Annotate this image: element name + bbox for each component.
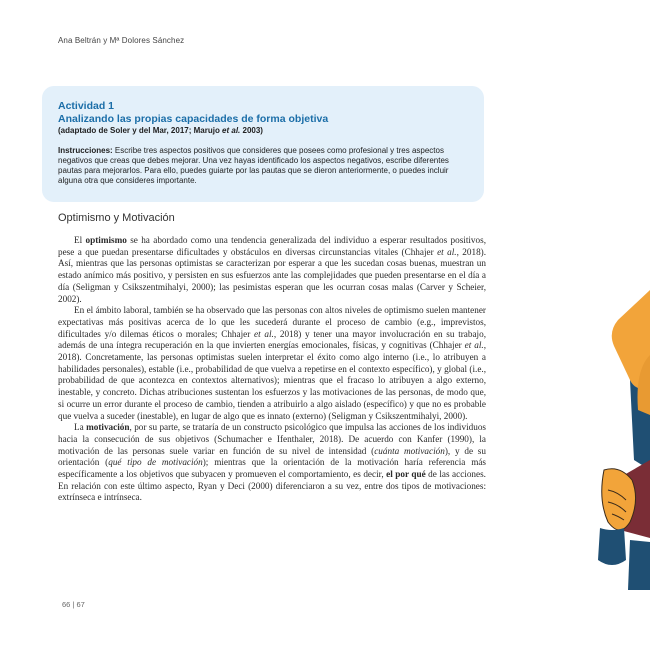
section-heading: Optimismo y Motivación [58, 212, 175, 224]
instructions-text: Escribe tres aspectos positivos que consideres que posees como profesional y tres aspectos negativos que creas que debes mejorar. Una vez hayas identificado los aspectos negativos, escribe diferentes pautas para mejorarlos. Para ello, puedes guiarte por las pautas que se dieron anteriormente, o puedes incluir alguna otra que consideres importante. [58, 146, 449, 185]
text: , 2018) y tener una mayor involucración en su trabajo, además de una íntegra recuperación en la que invierten energías emocionales, físicas, y cognitivas (Chhajer [58, 328, 486, 351]
illustration-svg [590, 260, 650, 590]
paragraph-laboral [58, 305, 486, 422]
italic-phrase: qué tipo de motivación [108, 457, 203, 468]
text: La [74, 422, 87, 433]
term-por-que: el por qué [386, 469, 426, 480]
activity-label: Actividad 1 [58, 100, 115, 112]
term-optimismo: optimismo [85, 235, 127, 245]
lower-body-shape [628, 540, 650, 590]
text: se ha abordado como una tendencia generalizada del individuo a esperar resultados positivos, pese a que puedan presentarse dificultades y obstáculos en diversas circunstancias vitales (Chhajer [58, 235, 486, 257]
instructions-label: Instrucciones: [58, 146, 113, 155]
person-thinking-illustration [590, 260, 650, 590]
activity-instructions [58, 146, 470, 186]
body-text [58, 235, 486, 504]
running-header-author: Ana Beltrán y Mª Dolores Sánchez [58, 36, 185, 45]
paragraph-optimismo [58, 235, 486, 305]
activity-box [42, 86, 484, 202]
etal: et al. [464, 340, 484, 351]
text: En el ámbito laboral, también se ha observado que las personas con altos niveles de optimismo suelen mantener expectativas más positivas acerca de lo que les sucederá durante el proceso de cambio (e.g., imprevistos, dificultades y/o dilemas éticos o morales; Chhajer [58, 305, 486, 339]
source-etal: et al. [222, 126, 241, 135]
paragraph-motivacion [58, 422, 486, 504]
text: , 2018). Así, mientras que las personas optimistas se caracterizan por esperar a que les sucedan cosas buenas, muestran un estado anímico más positivo, y persisten en sus esfuerzos ante las complejidades que pueden presentarse en el día a día (Seligman y Csikszentmihalyi, 2000); las pesimistas esperan que les ocurran cosas malas (Carver y Scheier, 2002). [58, 246, 487, 304]
text: , por su parte, se trataría de un constructo psicológico que impulsa las acciones de los individuos hacia la consecución de sus objetivos (Schumacher e Ifenthaler, 2018). De acuerdo con Kanfer (1990), la motivación de las personas suele variar en función de su nivel de intensidad ( [58, 422, 486, 456]
italic-phrase: cuánta motivación [374, 445, 445, 456]
page-numbers: 66 | 67 [62, 600, 85, 609]
text: ); mientras que la orientación de la motivación haría referencia más específicamente a los objetivos que subyacen y promueven el comportamiento, es decir, [58, 457, 486, 480]
source-text-end: 2003) [240, 126, 263, 135]
cuff-shape [598, 528, 626, 565]
text: ), y de su orientación ( [58, 445, 486, 468]
activity-title: Analizando las propias capacidades de forma objetiva [58, 113, 329, 125]
activity-source [58, 126, 263, 135]
term-motivacion: motivación [86, 422, 130, 433]
hand-shape [602, 469, 636, 530]
text: de las acciones. En relación con este último aspecto, Ryan y Deci (2000) diferenciaron a su vez, entre dos tipos de motivaciones: extrínseca e intrínseca. [58, 469, 486, 503]
etal: et al. [254, 328, 274, 339]
text: , 2018). Concretamente, las personas optimistas suelen interpretar el éxito como algo interno (i.e., lo atribuyen a habilidades personales), estable (i.e., probabilidad de que vuelva a repetirse en el contexto específico), y global (i.e., probabilidad de que acontezca en contextos alternativos); mientras que el fracaso lo atribuyen a algo externo, inestable, y concreto. Dichas atribuciones sustentan los esfuerzos y las motivaciones de las personas, de modo que, si ocurre un error durante el proceso de cambio, tienden a atribuirlo a algo aislado (específico) y que no es probable que vuelva a suceder (inestable), en lugar de algo que es innato (externo) (Seligman y Csikszentmihalyi, 2000). [58, 340, 486, 421]
text: El [74, 235, 86, 245]
source-text: (adaptado de Soler y del Mar, 2017; Marujo [58, 126, 223, 135]
etal: et al. [437, 246, 457, 257]
